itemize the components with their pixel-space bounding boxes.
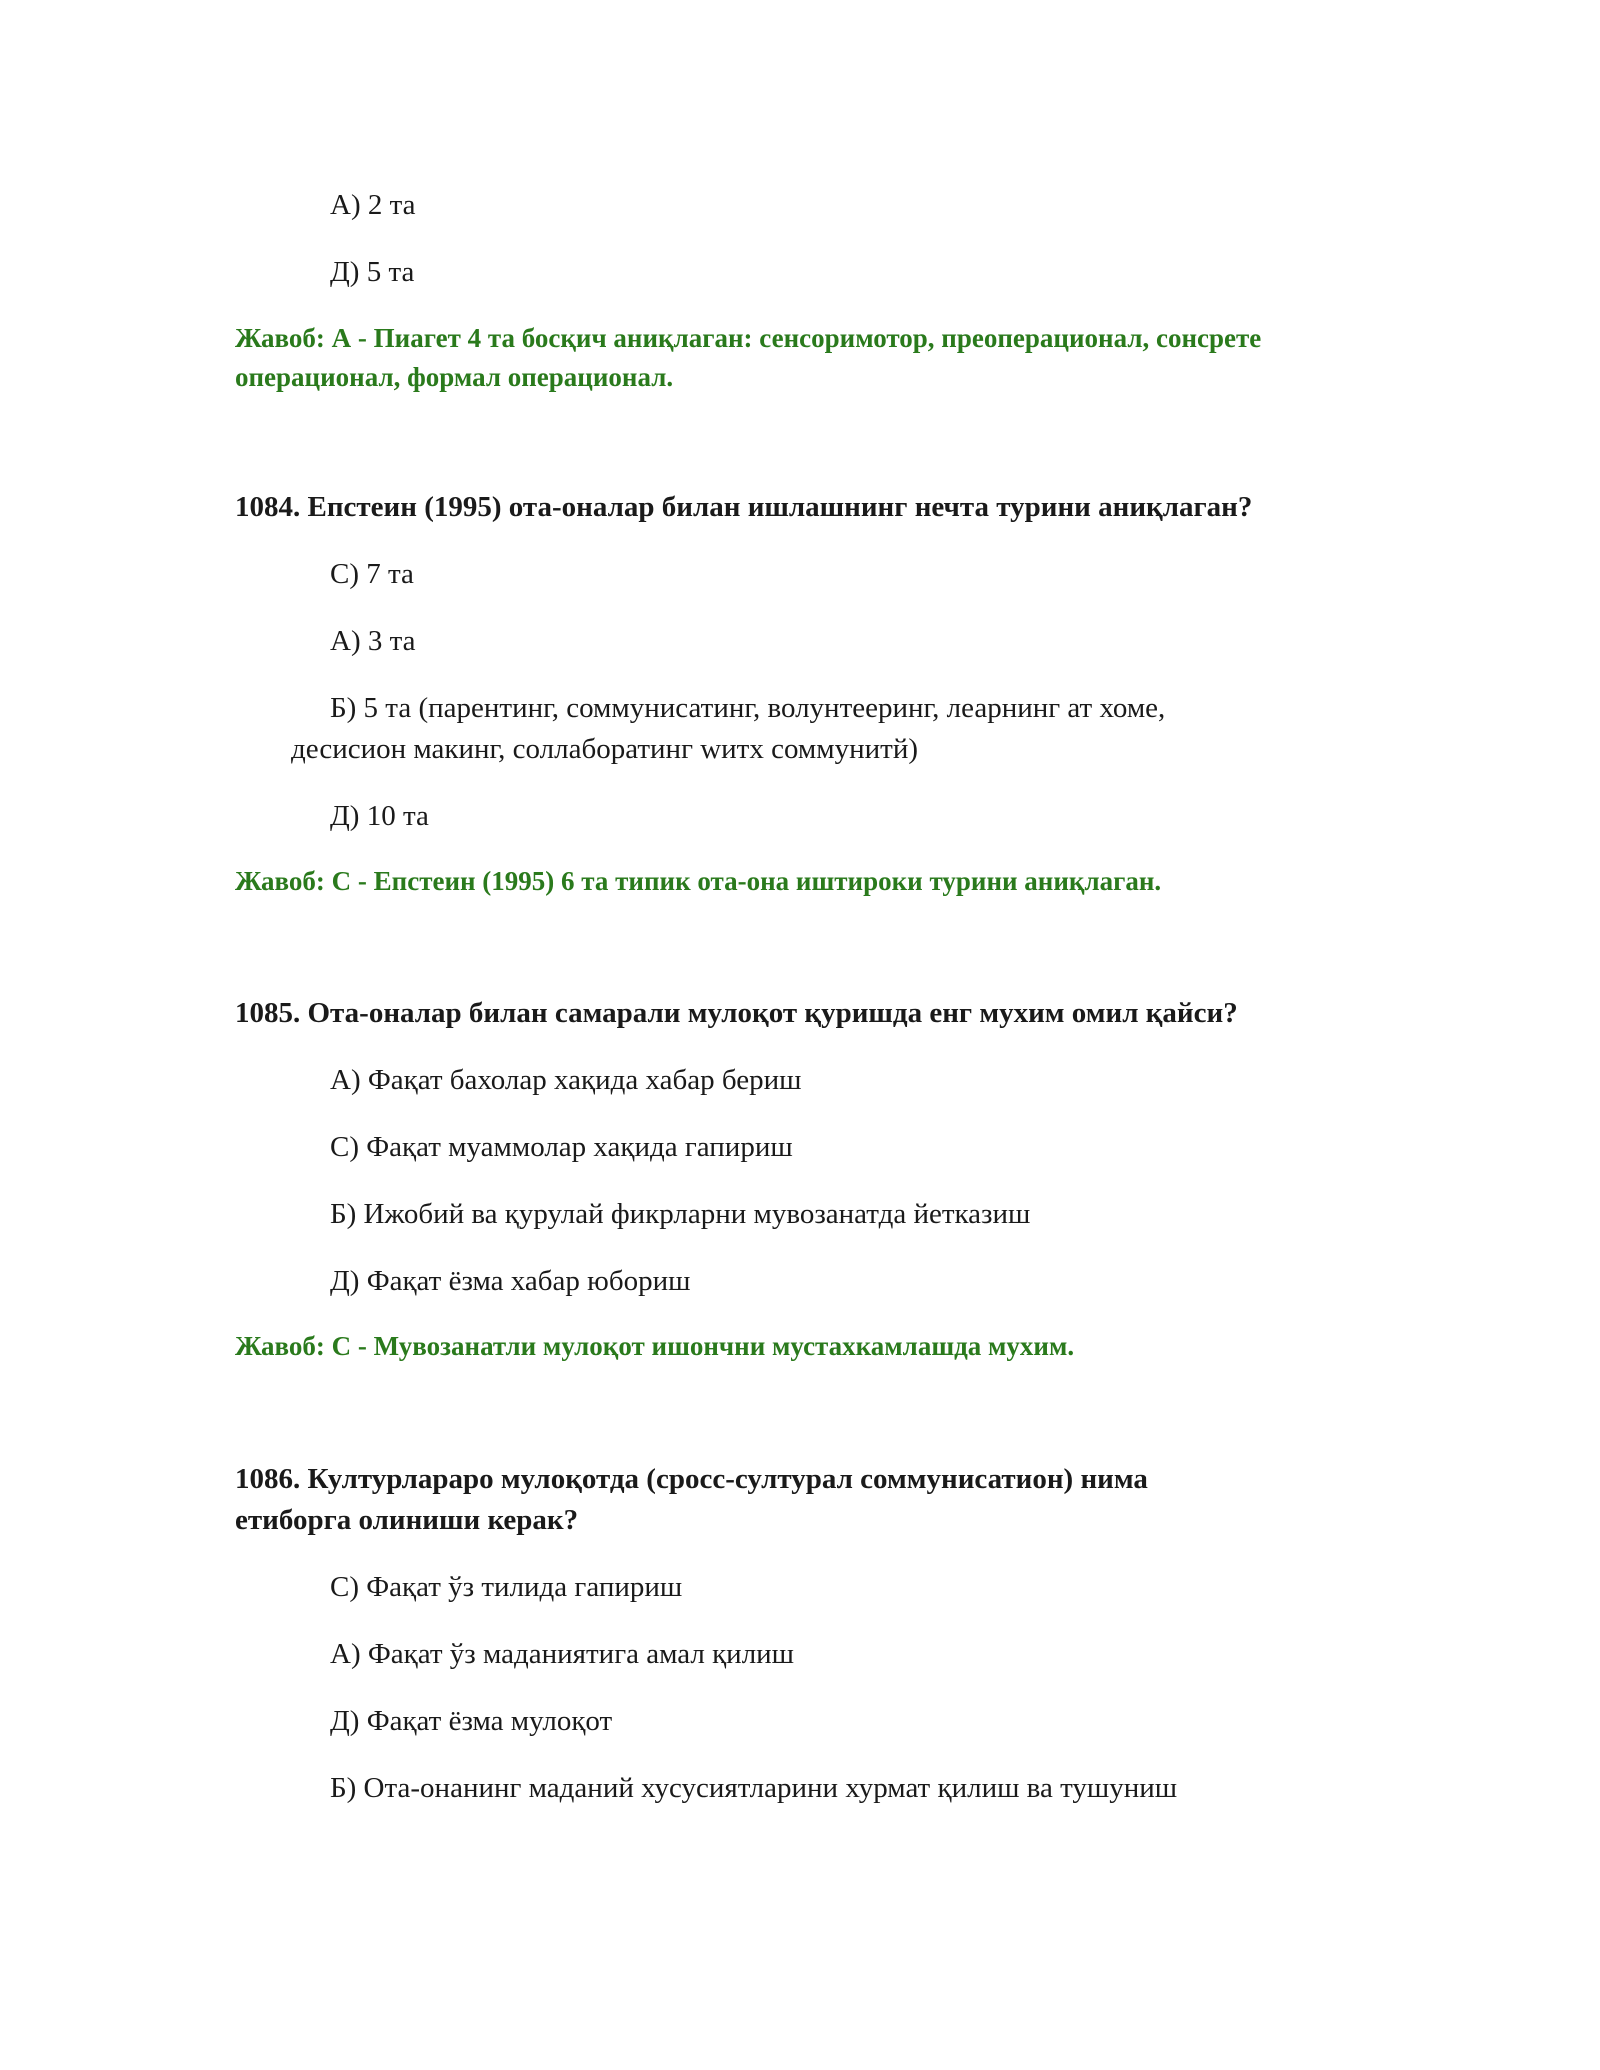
option-b-continued: десисион макинг, соллаборатинг wитх соммунитй)	[291, 733, 919, 765]
question-1086: 1086. Културлараро мулоқотда (сросс-султурал соммунисатион) нима	[235, 1463, 1148, 1495]
question-1084: 1084. Епстеин (1995) ота-оналар билан ишлашнинг нечта турини аниқлаган?	[235, 491, 1253, 523]
option-a: А) Фақат ўз маданиятига амал қилиш	[330, 1638, 795, 1670]
question-1086-continued: етиборга олиниши керак?	[235, 1504, 579, 1536]
option-d: Д) 5 та	[330, 256, 415, 288]
option-c: С) Фақат ўз тилида гапириш	[330, 1571, 683, 1603]
option-a: А) 2 та	[330, 189, 416, 221]
option-d: Д) Фақат ёзма хабар юбориш	[330, 1265, 691, 1297]
answer-1084: Жавоб: С - Епстеин (1995) 6 та типик ота-она иштироки турини аниқлаган.	[235, 866, 1162, 896]
question-1085: 1085. Ота-оналар билан самарали мулоқот қуришда енг мухим омил қайси?	[235, 997, 1238, 1029]
option-a: А) 3 та	[330, 625, 416, 657]
option-a: А) Фақат бахолар хақида хабар бериш	[330, 1064, 802, 1096]
option-b: Б) Ижобий ва қурулай фикрларни мувозанатда йетказиш	[330, 1198, 1031, 1230]
option-d: Д) 10 та	[330, 800, 429, 832]
option-d: Д) Фақат ёзма мулоқот	[330, 1705, 613, 1737]
option-c: С) Фақат муаммолар хақида гапириш	[330, 1131, 793, 1163]
answer-line: операционал, формал операционал.	[235, 362, 674, 392]
option-c: С) 7 та	[330, 558, 414, 590]
option-b: Б) Ота-онанинг маданий хусусиятларини хурмат қилиш ва тушуниш	[330, 1772, 1178, 1804]
option-b: Б) 5 та (парентинг, соммунисатинг, волунтееринг, леарнинг ат хоме,	[330, 692, 1166, 724]
answer-1085: Жавоб: С - Мувозанатли мулоқот ишончни мустахкамлашда мухим.	[235, 1331, 1075, 1361]
answer-line: Жавоб: А - Пиагет 4 та босқич аниқлаган: сенсоримотор, преоперационал, сонсрете	[235, 323, 1262, 353]
